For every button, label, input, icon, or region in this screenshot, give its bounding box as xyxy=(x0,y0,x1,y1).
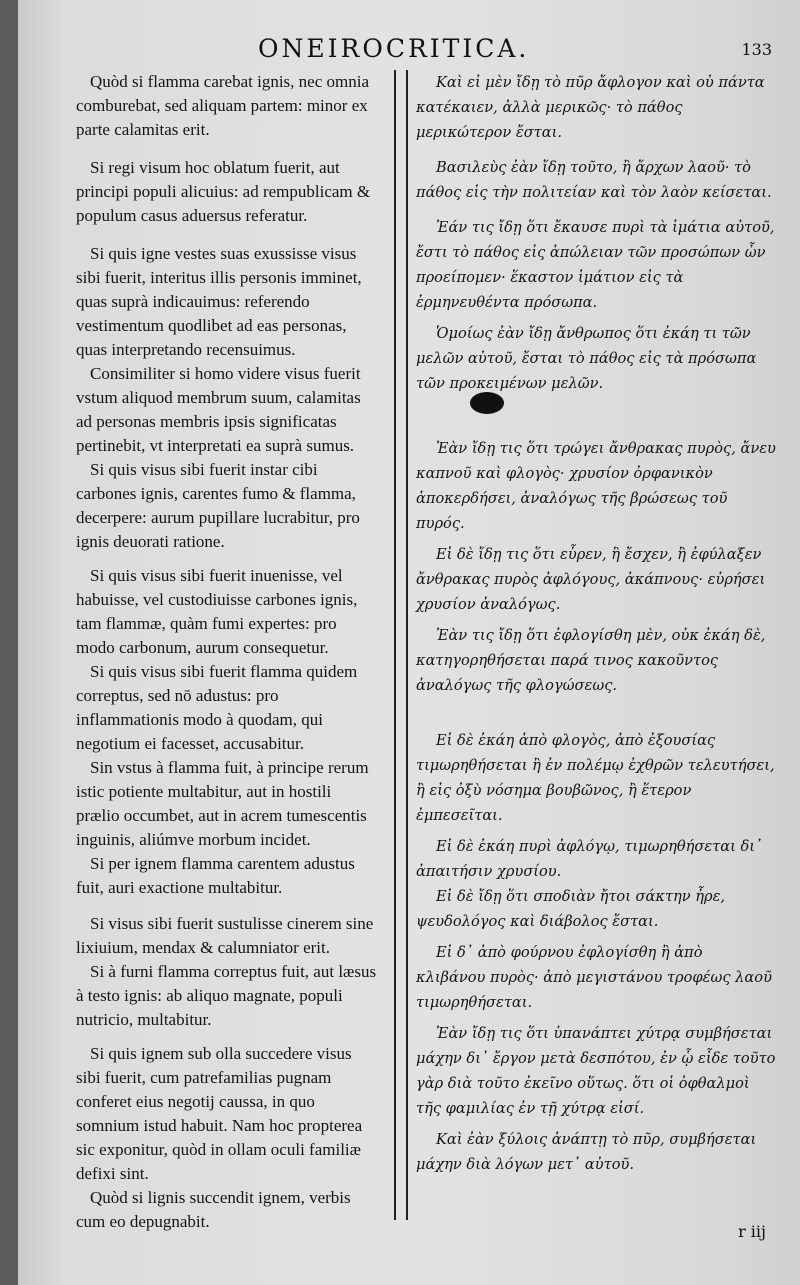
latin-paragraph: Quòd si flamma carebat ignis, nec omnia comburebat, sed aliquam partem: minor ex parte calamitas erit. xyxy=(76,72,369,139)
running-title: ONEIROCRITICA. xyxy=(258,34,530,63)
latin-paragraph: Si quis visus sibi fuerit flamma quidem correptus, sed nō adustus: pro inflammationis modo à quodam, qui negotium ei facesset, accusabitur. xyxy=(76,662,358,753)
latin-paragraph: Si visus sibi fuerit sustulisse cinerem sine lixiuium, mendax & calumniator erit. xyxy=(76,914,374,957)
ink-blot xyxy=(470,392,504,414)
latin-paragraph: Sin vstus à flamma fuit, à principe rerum istic potiente multabitur, aut in hostili prælio occumbet, aut in acrem tumescentis inguinis, aliúmve morbum incidet. xyxy=(76,758,369,849)
greek-paragraph: Καὶ εἰ μὲν ἴδῃ τὸ πῦρ ἄφλογον καὶ οὐ πάντα κατέκαιεν, ἀλλὰ μερικῶς· τὸ πάθος μερικώτερον ἔσται. xyxy=(416,74,765,141)
greek-paragraph: Εἰ δ᾽ ἀπὸ φούρνου ἐφλογίσθη ἢ ἀπὸ κλιβάνου πυρὸς· ἀπὸ μεγιστάνου τροφέως λαοῦ τιμωρηθήσεται. xyxy=(416,944,772,1011)
greek-paragraph: Ἐάν τις ἴδῃ ὅτι ἔκαυσε πυρὶ τὰ ἱμάτια αὐτοῦ, ἔστι τὸ πάθος εἰς ἀπώλειαν τῶν προσώπων ὧν προείπομεν· ἕκαστον ἱμάτιον εἰς τὰ ἑρμηνευθέντα πρόσωπα. xyxy=(416,219,775,311)
latin-paragraph: Si quis igne vestes suas exussisse visus sibi fuerit, interitus illis personis imminet, quas suprà indicauimus: referendo vestimentum quodlibet ad eas personas, quas interpretando recensuimus. xyxy=(76,244,362,359)
greek-paragraph: Εἰ δὲ ἐκάη πυρὶ ἀφλόγῳ, τιμωρηθήσεται δι᾽ ἀπαιτήσιν χρυσίου. xyxy=(416,838,763,880)
page-number: 133 xyxy=(741,40,772,59)
latin-paragraph: Si à furni flamma correptus fuit, aut læsus à testo ignis: ab aliquo magnate, populi nutricio, multabitur. xyxy=(76,962,377,1029)
signature-mark: r iij xyxy=(738,1222,766,1241)
latin-column xyxy=(76,70,378,1234)
greek-paragraph: Εἰ δὲ ἴδῃ τις ὅτι εὗρεν, ἢ ἔσχεν, ἢ ἐφύλαξεν ἄνθρακας πυρὸς ἀφλόγους, ἀκάπνους· εὑρήσει χρυσίον ἀναλόγως. xyxy=(416,546,766,613)
greek-paragraph: Βασιλεὺς ἐὰν ἴδῃ τοῦτο, ἢ ἄρχων λαοῦ· τὸ πάθος εἰς τὴν πολιτείαν καὶ τὸν λαὸν κείσεται. xyxy=(416,159,772,201)
latin-paragraph: Quòd si lignis succendit ignem, verbis cum eo depugnabit. xyxy=(76,1188,351,1231)
latin-paragraph: Si regi visum hoc oblatum fuerit, aut principi populi alicuius: ad rempublicam & populum casus aduersus referatur. xyxy=(76,158,371,225)
greek-paragraph: Ἐὰν ἴδῃ τις ὅτι τρώγει ἄνθρακας πυρὸς, ἄνευ καπνοῦ καὶ φλογὸς· χρυσίον ὀρφανικὸν ἀποκερδήσει, ἀναλόγως τῆς βρώσεως τοῦ πυρός. xyxy=(416,440,776,532)
greek-paragraph: Εἰ δὲ ἐκάη ἀπὸ φλογὸς, ἀπὸ ἐξουσίας τιμωρηθήσεται ἢ ἐν πολέμῳ ἐχθρῶν τελευτήσει, ἢ εἰς ὀξὺ νόσημα βουβῶνος, ἢ ἕτερον ἐμπεσεῖται. xyxy=(416,732,775,824)
latin-paragraph: Si quis ignem sub olla succedere visus sibi fuerit, cum patrefamilias pugnam conferet eius negotij caussa, in quo somnium istud habuit. Nam hoc propterea sic exponitur, quòd in ollam oculi familiæ defixi sint. xyxy=(76,1044,363,1183)
latin-paragraph: Si per ignem flamma carentem adustus fuit, auri exactione multabitur. xyxy=(76,854,355,897)
column-divider-right xyxy=(406,70,408,1220)
greek-paragraph: Καὶ ἐὰν ξύλοις ἀνάπτῃ τὸ πῦρ, συμβήσεται μάχην διὰ λόγων μετ᾽ αὐτοῦ. xyxy=(416,1131,757,1173)
greek-column xyxy=(416,70,776,1177)
greek-paragraph: Ἐὰν τις ἴδῃ ὅτι ἐφλογίσθη μὲν, οὐκ ἐκάη δὲ, κατηγορηθήσεται παρά τινος κακοῦντος ἀναλόγως τῆς φλογώσεως. xyxy=(416,627,766,694)
greek-paragraph: Εἰ δὲ ἴδῃ ὅτι σποδιὰν ἤτοι σάκτην ἦρε, ψευδολόγος καὶ διάβολος ἔσται. xyxy=(416,888,726,930)
greek-paragraph: Ἐὰν ἴδῃ τις ὅτι ὑπανάπτει χύτρᾳ συμβήσεται μάχην δι᾽ ἔργον μετὰ δεσπότου, ἐν ᾧ εἶδε τοῦτο γὰρ διὰ τοῦτο ἐκεῖνο οὕτως. ὅτι οἱ ὀφθαλμοὶ τῆς φαμιλίας ἐν τῇ χύτρᾳ εἰσί. xyxy=(416,1025,776,1117)
latin-paragraph: Si quis visus sibi fuerit inuenisse, vel habuisse, vel custodiuisse carbones ignis, tam flammæ, quàm fumi expertes: pro modo carbonum, aurum consequetur. xyxy=(76,566,358,657)
greek-paragraph: Ὁμοίως ἐὰν ἴδῃ ἄνθρωπος ὅτι ἐκάη τι τῶν μελῶν αὐτοῦ, ἔσται τὸ πάθος εἰς τὰ πρόσωπα τῶν προκειμένων μελῶν. xyxy=(416,325,757,392)
latin-paragraph: Consimiliter si homo videre visus fuerit vstum aliquod membrum suum, calamitas ad personas membris ipsis significatas pertinebit, vt interpretati ea suprà sumus. xyxy=(76,364,361,455)
column-divider-left xyxy=(394,70,396,1220)
book-page xyxy=(18,0,800,1285)
latin-paragraph: Si quis visus sibi fuerit instar cibi carbones ignis, carentes fumo & flamma, decerpere: aurum pupillare lucrabitur, pro ignis deuorati ratione. xyxy=(76,460,360,551)
